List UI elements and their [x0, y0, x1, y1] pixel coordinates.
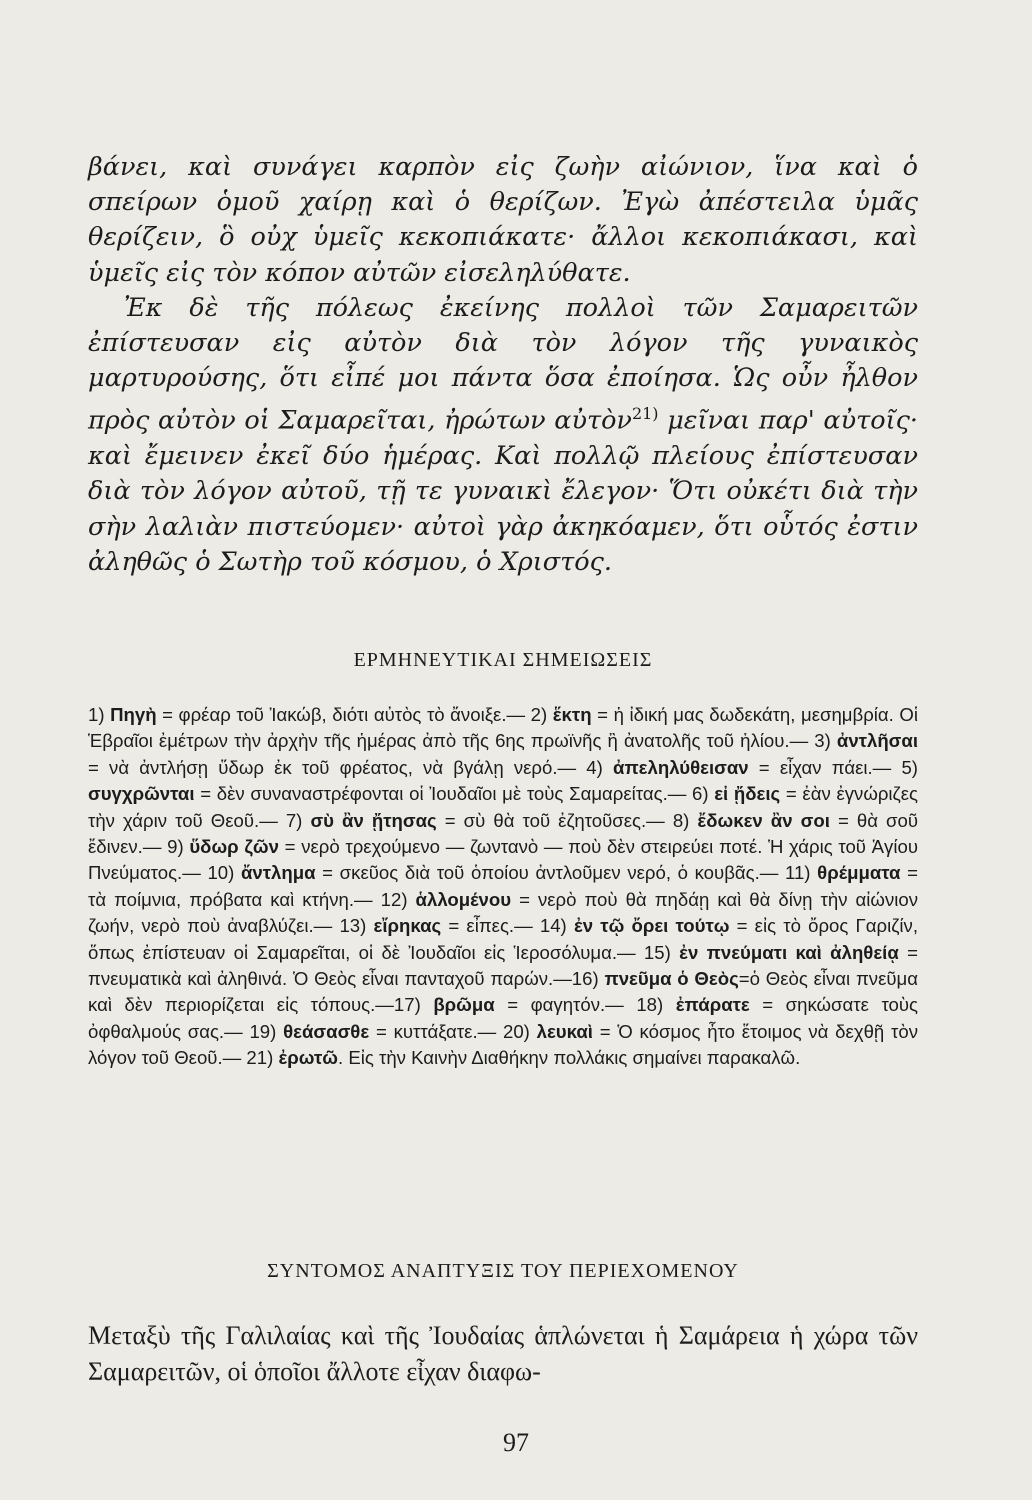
note-number: 4): [586, 756, 614, 778]
note-term: ἐρωτῶ: [278, 1047, 338, 1069]
note-term: ἐν τῷ ὄρει τούτῳ: [573, 915, 730, 937]
summary-text: [88, 1318, 918, 1390]
note-term: λευκαὶ: [536, 1020, 593, 1042]
note-number: 8): [672, 809, 698, 831]
note-number: 9): [167, 836, 190, 858]
note-term: σὺ ἂν ᾔτησας: [310, 809, 437, 831]
note-number: 3): [814, 730, 837, 752]
note-term: ἐν πνεύματι καὶ ἀληθείᾳ: [679, 941, 899, 963]
note-term: εἴρηκας: [373, 915, 442, 937]
note-number: 20): [502, 1020, 537, 1042]
note-definition: = νερὸ ποὺ θὰ πηδάῃ καὶ θὰ δίνῃ τὴν αἰώνιον ζωήν, νερὸ ποὺ ἀναβλύζει.—: [88, 888, 919, 937]
note-term: θεάσασθε: [283, 1020, 370, 1042]
note-number: 11): [785, 862, 818, 884]
page-number: 97: [503, 1428, 529, 1457]
note-definition: = δὲν συναναστρέφονται οἱ Ἰουδαῖοι μὲ τοὺς Σαμαρείτας.—: [194, 783, 693, 805]
note-number: 16): [571, 968, 605, 990]
note-term: βρῶμα: [433, 994, 495, 1016]
note-definition: = φρέαρ τοῦ Ἰακώβ, διότι αὐτὸς τὸ ἄνοιξε.—: [156, 704, 531, 725]
note-number: 2): [530, 704, 553, 725]
note-number: 6): [692, 783, 715, 805]
note-number: 14): [539, 915, 574, 937]
note-term: ἐπάρατε: [675, 994, 750, 1016]
note-number: 5): [901, 756, 918, 778]
note-definition: = ἐὰν ἐγνώριζες τὴν χάριν τοῦ Θεοῦ.—: [88, 783, 919, 831]
note-number: 13): [339, 915, 374, 937]
note-definition: = κυττάξατε.—: [369, 1020, 503, 1042]
passage-paragraph-1: βάνει, καὶ συνάγει καρπὸν εἰς ζωὴν αἰώνιον, ἵνα καὶ ὁ σπείρων ὁμοῦ χαίρῃ καὶ ὁ θερίζων. Ἐγὼ ἀπέστειλα ὑμᾶς θερίζειν, ὃ οὐχ ὑμεῖς κεκοπιάκατε· ἄλλοι κεκοπιάκασι, καὶ ὑμεῖς εἰς τὸν κόπον αὐτῶν εἰσεληλύθατε.: [88, 152, 918, 288]
notes-paragraph: [88, 702, 918, 1072]
note-number: 1): [88, 704, 111, 725]
note-definition: = σηκώσατε τοὺς ὀφθαλμούς σας.—: [88, 994, 918, 1042]
gospel-passage: [88, 150, 918, 580]
note-term: ἀπεληλύθεισαν: [613, 756, 749, 778]
note-definition: = σὺ θὰ τοῦ ἐζητοῦσες.—: [436, 809, 673, 831]
note-definition: = ἡ ἰδική μας δωδεκάτη, μεσημβρία. Οἱ Ἑβραῖοι ἐμέτρων τὴν ἀρχὴν τῆς ἡμέρας ἀπὸ τῆς 6ης πρωϊνῆς ἢ ἀνατολῆς τοῦ ἡλίου.—: [88, 704, 918, 752]
note-term: ὕδωρ ζῶν: [189, 836, 279, 858]
note-number: 12): [380, 888, 416, 910]
note-term: συγχρῶνται: [88, 783, 195, 805]
note-term: εἰ ᾔδεις: [714, 783, 781, 805]
note-term: θρέμματα: [817, 862, 901, 884]
note-definition: = εἶχαν πάει.—: [748, 756, 902, 778]
note-definition: = εἰς τὸ ὄρος Γαριζίν, ὅπως ἐπίστευαν οἱ Σαμαρεῖται, οἱ δὲ Ἰουδαῖοι εἰς Ἱεροσόλυμα.—: [88, 915, 918, 963]
note-term: ἀντλῆσαι: [836, 730, 918, 752]
note-definition: = σκεῦος διὰ τοῦ ὁποίου ἀντλοῦμεν νερό, ὁ κουβᾶς.—: [315, 862, 785, 884]
note-term: πνεῦμα ὁ Θεὸς: [604, 968, 739, 990]
note-number: 19): [249, 1020, 284, 1042]
summary-paragraph: Μεταξὺ τῆς Γαλιλαίας καὶ τῆς Ἰουδαίας ἁπλώνεται ἡ Σαμάρεια ἡ χώρα τῶν Σαμαρειτῶν, οἱ ὁποῖοι ἄλλοτε εἶχαν διαφω-: [88, 1321, 918, 1386]
note-definition: = τὰ ποίμνια, πρόβατα καὶ κτήνη.—: [88, 862, 918, 910]
passage-text: μεῖναι παρ' αὐτοῖς· καὶ ἔμεινεν ἐκεῖ δύο ἡμέρας. Καὶ πολλῷ πλείους ἐπίστευσαν διὰ τὸν λόγον αὐτοῦ, τῇ τε γυναικὶ ἔλεγον· Ὅτι οὐκέτι διὰ τὴν σὴν λαλιὰν πιστεύομεν· αὐτοὶ γὰρ ἀκηκόαμεν, ὅτι οὗτός ἐστιν ἀληθῶς ὁ Σωτὴρ τοῦ κόσμου, ὁ Χριστός.: [88, 405, 918, 577]
section-heading-summary: ΣΥΝΤΟΜΟΣ ΑΝΑΠΤΥΞΙΣ ΤΟΥ ΠΕΡΙΕΧΟΜΕΝΟΥ: [267, 1260, 739, 1282]
note-number: 7): [285, 809, 311, 831]
note-number: 21): [246, 1047, 279, 1069]
note-definition: = πνευματικὰ καὶ ἀληθινά. Ὁ Θεὸς εἶναι πανταχοῦ παρών.—: [88, 941, 918, 990]
note-definition: = φαγητόν.—: [494, 994, 637, 1016]
note-number: 18): [636, 994, 676, 1016]
note-term: ἔδωκεν ἂν σοι: [697, 809, 830, 831]
explanatory-notes: [88, 702, 918, 1072]
note-definition: = θὰ σοῦ ἔδινεν.—: [88, 809, 918, 858]
note-term: Πηγὴ: [110, 704, 157, 725]
section-heading-notes: ΕΡΜΗΝΕΥΤΙΚΑΙ ΣΗΜΕΙΩΣΕΙΣ: [353, 649, 653, 671]
note-definition: = νερὸ τρεχούμενο — ζωντανὸ — ποὺ δὲν στειρεύει ποτέ. Ἡ χάρις τοῦ Ἁγίου Πνεύματος.—: [88, 836, 918, 884]
note-term: ἄντλημα: [240, 862, 316, 884]
note-definition: = Ὁ κόσμος ἦτο ἕτοιμος νὰ δεχθῇ τὸν λόγον τοῦ Θεοῦ.—: [88, 1020, 919, 1069]
passage-text: Ἐκ δὲ τῆς πόλεως ἐκείνης πολλοὶ τῶν Σαμαρειτῶν ἐπίστευσαν εἰς αὐτὸν διὰ τὸν λόγον τῆς γυναικὸς μαρτυρούσης, ὅτι εἶπέ μοι πάντα ὅσα ἐποίησα. Ὡς οὖν ἦλθον πρὸς αὐτὸν οἱ Σαμαρεῖται, ἠρώτων αὐτὸν: [88, 292, 918, 436]
note-number: 10): [207, 862, 241, 884]
note-number: 17): [393, 994, 434, 1016]
note-definition: = εἶπες.—: [441, 915, 540, 937]
note-term: ἕκτη: [552, 704, 592, 725]
passage-paragraph-2: [88, 291, 918, 580]
note-number: 15): [643, 941, 680, 963]
note-term: ἁλλομένου: [415, 888, 512, 910]
note-definition: = νὰ ἀντλήσῃ ὕδωρ ἐκ τοῦ φρέατος, νὰ βγάλῃ νερό.—: [88, 756, 587, 778]
note-definition: . Εἰς τὴν Καινὴν Διαθήκην πολλάκις σημαίνει παρακαλῶ.: [337, 1047, 801, 1069]
footnote-reference: 21): [631, 404, 659, 424]
note-definition: =ὁ Θεὸς εἶναι πνεῦμα καὶ δὲν περιορίζεται εἰς τόπους.—: [88, 968, 919, 1016]
